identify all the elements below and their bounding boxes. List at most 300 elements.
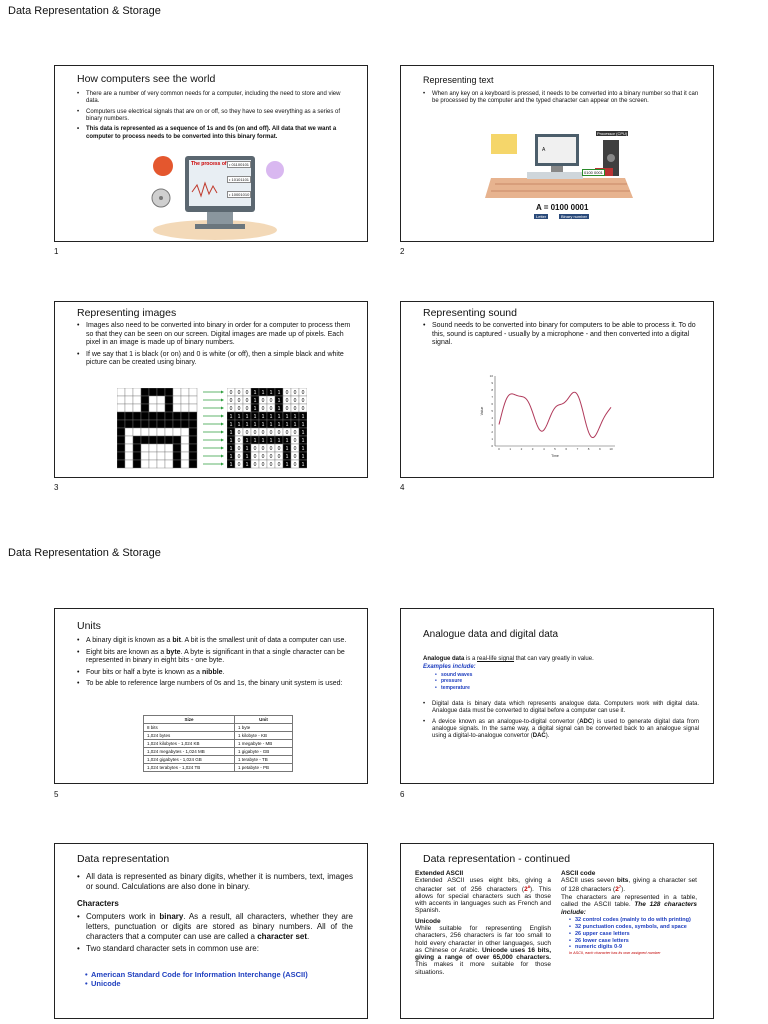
slide-7 <box>54 843 368 1019</box>
binary-digit: 0 <box>237 453 241 460</box>
list-item: • Unicode <box>85 979 308 988</box>
bullet-list <box>423 91 699 109</box>
slide-title: Data representation - continued <box>423 853 571 865</box>
table-header: Size <box>144 716 235 724</box>
pixel <box>165 396 173 404</box>
page-header-1: Data Representation & Storage <box>8 5 161 17</box>
y-axis-label: Value <box>480 406 484 416</box>
bullet-list <box>423 701 699 744</box>
slide-title: Representing text <box>423 75 494 85</box>
table-cell: 1 gigabyte - GB <box>235 748 293 756</box>
binary-digit: 0 <box>229 405 233 412</box>
binary-digit: 1 <box>245 461 249 468</box>
slide-5 <box>54 608 368 784</box>
bullet: • Digital data is binary data which represents analogue data. Computers work with digital data. Analogue data must be converted to digital before a computer can use it. <box>423 701 699 716</box>
binary-digit: 1 <box>269 389 273 396</box>
bullet-list <box>77 91 353 144</box>
page-header-2: Data Representation & Storage <box>8 547 161 559</box>
pixel <box>133 412 141 420</box>
pixel <box>181 388 189 396</box>
bullet: • Sound needs to be converted into binary for computers to be able to process it. To do this, sound is captured - usually by a microphone - and then converted into a digital signal. <box>423 322 699 348</box>
binary-digit: 1 <box>229 429 233 436</box>
pixel <box>133 396 141 404</box>
extended-ascii-text: Extended ASCII uses eight bits, giving a character set of 256 characters $(2^8)$. This allows for special characters such as those with accents in languages such as French and Spanish. <box>415 877 551 915</box>
pixel <box>125 428 133 436</box>
bullet: • Four bits or half a byte is known as a nibble. <box>77 669 353 678</box>
binary-digit: 0 <box>245 397 249 404</box>
y-tick-label: 2 <box>491 430 493 435</box>
y-tick-label: 8 <box>491 388 493 393</box>
bullet: • Two standard character sets in common use are: <box>77 944 353 954</box>
binary-digit: 0 <box>245 429 249 436</box>
pixel <box>141 436 149 444</box>
pixel <box>157 412 165 420</box>
binary-digit: 1 <box>277 397 281 404</box>
binary-digit: 1 <box>277 389 281 396</box>
binary-digit: 1 <box>253 397 257 404</box>
binary-digit: 1 <box>253 405 257 412</box>
binary-digit: 1 <box>293 421 297 428</box>
binary-digit: 1 <box>301 421 305 428</box>
pixel <box>141 444 149 452</box>
binary-digit: 1 <box>301 453 305 460</box>
pixel <box>165 420 173 428</box>
pixel <box>149 396 157 404</box>
pixel <box>117 388 125 396</box>
pixel <box>117 412 125 420</box>
binary-digit: 0 <box>285 389 289 396</box>
table-row <box>144 764 293 772</box>
ascii-text: The characters are represented in a table, called the ASCII table. The 128 characters include: <box>561 893 698 916</box>
letter-tag: Letter <box>536 214 547 219</box>
pixel <box>141 396 149 404</box>
bullet: • Computers work in binary. As a result, all characters, whether they are letters, punctuation or digits are stored as binary numbers. All of the characters that a computer can use are called a character set. <box>77 912 353 941</box>
ascii-heading: ASCII code <box>561 870 596 877</box>
pixel <box>189 396 197 404</box>
binary-digit: 0 <box>261 445 265 452</box>
pixel <box>165 460 173 468</box>
pixel <box>173 388 181 396</box>
binary-digit: 0 <box>245 389 249 396</box>
binary-digit: 0 <box>229 389 233 396</box>
table-cell: 1 kilobyte - KB <box>235 732 293 740</box>
binary-digit: 1 <box>245 413 249 420</box>
pixel <box>141 388 149 396</box>
list-item: • 26 lower case letters <box>569 938 697 945</box>
y-tick-label: 1 <box>491 437 493 442</box>
list-item: • temperature <box>435 685 472 691</box>
slide-number: 4 <box>400 483 405 492</box>
pixel <box>133 460 141 468</box>
binary-digit: 0 <box>269 397 273 404</box>
binary-digit: 1 <box>261 437 265 444</box>
ascii-note: In ASCII, each character has its own assigned number <box>569 951 661 956</box>
binary-digit: 1 <box>277 405 281 412</box>
bullet-list <box>77 637 353 692</box>
pixel <box>157 428 165 436</box>
pixel <box>141 460 149 468</box>
y-tick-label: 4 <box>491 416 493 421</box>
list-item: • 32 control codes (mainly to do with printing) <box>569 917 697 924</box>
arrow-head <box>221 391 224 394</box>
binary-digit: 1 <box>285 461 289 468</box>
bullet: • This data is represented as a sequence of 1s and 0s (on and off). All data that we want a computer to process needs to be converted into this binary format. <box>77 126 353 141</box>
pixel <box>133 404 141 412</box>
binary-digit: 1 <box>277 437 281 444</box>
y-tick-label: 5 <box>491 409 493 414</box>
table-cell: 1,024 bytes <box>144 732 235 740</box>
slide-title: Analogue data and digital data <box>423 629 559 640</box>
pixel <box>189 388 197 396</box>
pixel <box>125 452 133 460</box>
pixel <box>181 412 189 420</box>
pixel <box>181 404 189 412</box>
table-cell: 8 bits <box>144 724 235 732</box>
pixel <box>189 436 197 444</box>
slide-8 <box>400 843 714 1019</box>
examples-heading: Examples include: <box>423 664 476 670</box>
process-label: The process of <box>191 161 227 167</box>
binary-digit: 1 <box>269 437 273 444</box>
pixel <box>125 388 133 396</box>
binary-digit: 0 <box>277 445 281 452</box>
list-item: • pressure <box>435 678 472 684</box>
pixel <box>165 428 173 436</box>
x-tick-label: 10 <box>609 447 613 451</box>
slide-number: 6 <box>400 790 405 799</box>
binary-digit: 0 <box>285 405 289 412</box>
pixel <box>117 396 125 404</box>
pixel <box>149 412 157 420</box>
binary-grid <box>227 388 307 470</box>
sound-wave-line <box>499 392 611 437</box>
pixel <box>133 452 141 460</box>
bullet: • Images also need to be converted into binary in order for a computer to process them so that they can be seen on our screen. Digital images are made up of pixels. Each pixel in an image is made up of binary numbers. <box>77 322 353 348</box>
binary-digit: 1 <box>301 461 305 468</box>
binary-digit: 0 <box>301 405 305 412</box>
x-tick-label: 8 <box>587 447 590 451</box>
pixel <box>165 436 173 444</box>
slide-title: Representing sound <box>423 307 517 319</box>
binary-digit: 0 <box>269 405 273 412</box>
binary-digit: 1 <box>261 421 265 428</box>
table-row <box>144 756 293 764</box>
pixel <box>149 444 157 452</box>
binary-digit: 0 <box>237 405 241 412</box>
pixel <box>157 452 165 460</box>
binary-digit: 0 <box>293 453 297 460</box>
binary-digit: 1 <box>301 437 305 444</box>
binary-digit: 1 <box>285 421 289 428</box>
binary-code: • 10001010 <box>229 192 250 197</box>
table-cell: 1,024 gigabytes - 1,024 GB <box>144 756 235 764</box>
arrow-head <box>221 407 224 410</box>
pixel <box>181 444 189 452</box>
list-item: • 26 upper case letters <box>569 931 697 938</box>
binary-digit: 0 <box>261 405 265 412</box>
binary-digit: 1 <box>269 413 273 420</box>
pixel <box>125 404 133 412</box>
pixel <box>165 444 173 452</box>
binary-digit: 1 <box>277 413 281 420</box>
analogue-intro <box>423 656 594 662</box>
pixel <box>141 412 149 420</box>
pixel <box>157 388 165 396</box>
table-cell: 1 petabyte - PB <box>235 764 293 772</box>
binary-digit: 0 <box>285 429 289 436</box>
small-binary: 0100 0001 <box>584 170 603 175</box>
table-cell: 1 byte <box>235 724 293 732</box>
bullet-list <box>77 912 353 957</box>
pixel <box>133 436 141 444</box>
pixel <box>149 428 157 436</box>
pixel <box>157 396 165 404</box>
left-column <box>415 870 551 976</box>
bullet: • To be able to reference large numbers of 0s and 1s, the binary unit system is used: <box>77 680 353 689</box>
binary-digit: 0 <box>261 461 265 468</box>
slide-title: Representing images <box>77 307 177 319</box>
bullet: • When any key on a keyboard is pressed, it needs to be converted into a binary number so that it can be processed by the computer and the typed character can appear on the screen. <box>423 91 699 106</box>
binary-code: • 10101101 <box>229 177 250 182</box>
pixel <box>157 460 165 468</box>
binary-digit: 0 <box>301 397 305 404</box>
pixel-grid <box>117 388 199 470</box>
table-cell: 1,024 terabytes - 1,024 TB <box>144 764 235 772</box>
bullet: • There are a number of very common needs for a computer, including the need to store and view data. <box>77 91 353 106</box>
binary-digit: 0 <box>293 389 297 396</box>
x-tick-label: 5 <box>554 447 556 451</box>
pixel <box>133 444 141 452</box>
slide-4 <box>400 301 714 478</box>
pixel <box>165 404 173 412</box>
pixel <box>157 404 165 412</box>
pixel <box>173 460 181 468</box>
pixel <box>189 412 197 420</box>
bullet-list <box>77 872 353 895</box>
binary-digit: 1 <box>261 413 265 420</box>
pixel <box>125 444 133 452</box>
bullet-list <box>423 322 699 351</box>
binary-digit: 0 <box>261 453 265 460</box>
binary-digit: 1 <box>229 461 233 468</box>
pixel <box>117 428 125 436</box>
pixel <box>125 420 133 428</box>
pixel <box>173 428 181 436</box>
conversion-arrows <box>201 388 225 470</box>
list-item: • 32 punctuation codes, symbols, and space <box>569 924 697 931</box>
unicode-heading: Unicode <box>415 917 441 925</box>
pixel <box>181 436 189 444</box>
table-row <box>144 748 293 756</box>
binary-digit: 1 <box>253 413 257 420</box>
x-tick-label: 0 <box>498 447 500 451</box>
binary-digit: 0 <box>261 397 265 404</box>
pixel <box>189 420 197 428</box>
pixel <box>181 420 189 428</box>
binary-digit: 0 <box>237 461 241 468</box>
binary-digit: 0 <box>277 429 281 436</box>
binary-digit: 0 <box>237 429 241 436</box>
binary-digit: 0 <box>229 397 233 404</box>
bullet: • If we say that 1 is black (or on) and 0 is white (or off), then a simple black and white picture can be created using binary. <box>77 351 353 368</box>
binary-digit: 0 <box>293 429 297 436</box>
pixel <box>125 460 133 468</box>
pixel <box>149 388 157 396</box>
pixel <box>165 452 173 460</box>
x-tick-label: 3 <box>531 447 534 451</box>
binary-digit: 1 <box>245 453 249 460</box>
bullet: • A binary digit is known as a bit. A bit is the smallest unit of data a computer can use. <box>77 637 353 646</box>
pixel <box>189 460 197 468</box>
arrow-head <box>221 399 224 402</box>
binary-equation: A = 0100 0001 <box>536 203 589 212</box>
list-item: • American Standard Code for Information Interchange (ASCII) <box>85 970 308 979</box>
slide-number: 5 <box>54 790 59 799</box>
pixel <box>181 452 189 460</box>
pixel <box>181 396 189 404</box>
binary-digit: 0 <box>293 445 297 452</box>
table-header: Unit <box>235 716 293 724</box>
screen-letter: A <box>542 147 546 153</box>
y-tick-label: 0 <box>491 444 493 449</box>
binary-digit: 1 <box>253 421 257 428</box>
pixel <box>173 404 181 412</box>
x-tick-label: 9 <box>598 447 601 451</box>
binary-digit: 1 <box>285 453 289 460</box>
binary-digit: 1 <box>229 413 233 420</box>
pixel <box>157 444 165 452</box>
x-tick-label: 2 <box>520 447 523 451</box>
bullet-list <box>77 322 353 371</box>
pixel <box>165 412 173 420</box>
binary-digit: 1 <box>229 437 233 444</box>
slide-1 <box>54 65 368 242</box>
y-tick-label: 10 <box>489 374 493 379</box>
binary-digit: 0 <box>293 397 297 404</box>
bullet: • Eight bits are known as a byte. A byte is significant in that a single character can be represented in binary in eight bits - one byte. <box>77 649 353 666</box>
table-row <box>144 724 293 732</box>
table-row <box>144 740 293 748</box>
binary-digit: 0 <box>293 437 297 444</box>
binary-digit: 0 <box>269 429 273 436</box>
pixel <box>173 444 181 452</box>
pixel <box>165 388 173 396</box>
pixel <box>133 428 141 436</box>
binary-digit: 1 <box>285 413 289 420</box>
pixel <box>125 436 133 444</box>
pixel <box>117 436 125 444</box>
intro-underlined: real-life signal <box>477 656 515 662</box>
binary-digit: 1 <box>245 421 249 428</box>
slide-2 <box>400 65 714 242</box>
pixel <box>149 452 157 460</box>
binary-digit: 0 <box>277 453 281 460</box>
pixel <box>133 420 141 428</box>
pixel <box>141 404 149 412</box>
bullet: • Computers use electrical signals that are on or off, so they have to see everything as a series of binary numbers. <box>77 109 353 124</box>
binary-digit: 1 <box>253 437 257 444</box>
pixel <box>173 436 181 444</box>
x-tick-label: 7 <box>576 447 579 451</box>
bullet: • A device known as an analogue-to-digital convertor (ADC) is used to generate digital data from analogue signals. In the same way, a digital signal can be converted back to an analogue signal using a digital-to-analogue convertor (DAC). <box>423 719 699 741</box>
ascii-items-list <box>569 917 697 951</box>
characters-heading: Characters <box>77 899 119 908</box>
arrow-head <box>221 439 224 442</box>
pixel <box>141 428 149 436</box>
character-sets-list <box>55 970 308 989</box>
arrow-head <box>221 423 224 426</box>
binary-digit: 1 <box>253 389 257 396</box>
binary-digit: 0 <box>293 461 297 468</box>
sound-wave-chart <box>479 368 629 460</box>
list-item: • sound waves <box>435 672 472 678</box>
units-table <box>143 715 293 772</box>
ascii-text: ASCII uses seven bits, giving a character set of 128 characters $(2^7)$. <box>561 877 697 894</box>
y-tick-label: 3 <box>491 423 493 428</box>
binary-digit: 1 <box>277 421 281 428</box>
binary-digit: 0 <box>293 405 297 412</box>
list-item: • numeric digits 0-9 <box>569 944 697 951</box>
pixel <box>141 452 149 460</box>
binary-code: • 01100101 <box>229 162 250 167</box>
binary-digit: 0 <box>269 453 273 460</box>
binary-digit: 0 <box>253 445 257 452</box>
slide-number: 1 <box>54 247 59 256</box>
binary-digit: 0 <box>261 429 265 436</box>
pixel <box>117 420 125 428</box>
arrow-head <box>221 431 224 434</box>
slide-3 <box>54 301 368 478</box>
pixel <box>117 444 125 452</box>
binary-digit: 1 <box>301 413 305 420</box>
table-cell: 1 terabyte - TB <box>235 756 293 764</box>
pixel <box>173 412 181 420</box>
pixel <box>173 420 181 428</box>
pixel <box>149 404 157 412</box>
pixel <box>117 452 125 460</box>
binary-digit: 1 <box>245 437 249 444</box>
examples-list <box>411 672 472 691</box>
binary-tag: Binary number <box>561 214 588 219</box>
right-column <box>561 870 697 956</box>
intro-text: is a <box>464 656 478 662</box>
pixel <box>189 444 197 452</box>
table-cell: 1,024 kilobytes - 1,024 KB <box>144 740 235 748</box>
arrow-head <box>221 463 224 466</box>
binary-digit: 1 <box>229 453 233 460</box>
pixel <box>125 396 133 404</box>
binary-digit: 0 <box>269 461 273 468</box>
y-tick-label: 7 <box>491 395 493 400</box>
slide-number: 3 <box>54 483 59 492</box>
binary-digit: 1 <box>301 445 305 452</box>
slide-number: 2 <box>400 247 405 256</box>
x-tick-label: 1 <box>509 447 512 451</box>
slide-title: How computers see the world <box>77 73 216 85</box>
binary-digit: 1 <box>261 389 265 396</box>
pixel <box>149 420 157 428</box>
x-axis-label: Time <box>551 454 559 458</box>
pixel <box>117 460 125 468</box>
binary-digit: 1 <box>229 445 233 452</box>
arrow-head <box>221 455 224 458</box>
table-row <box>144 732 293 740</box>
binary-digit: 1 <box>269 421 273 428</box>
intro-bold: Analogue data <box>423 656 465 662</box>
binary-digit: 0 <box>253 429 257 436</box>
pixel <box>189 404 197 412</box>
slide-6 <box>400 608 714 784</box>
